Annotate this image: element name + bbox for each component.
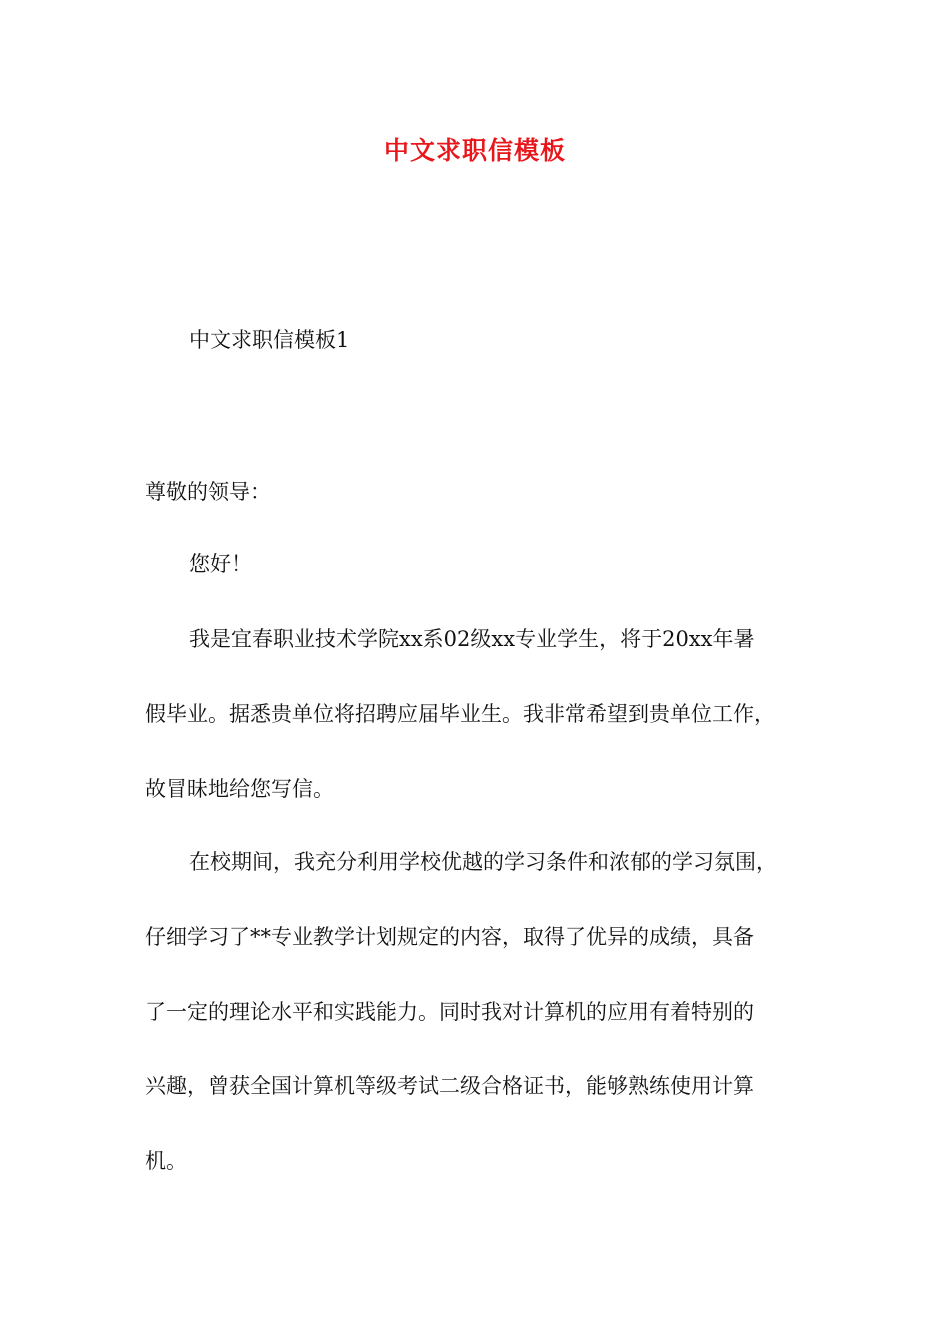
page-title: 中文求职信模板	[383, 136, 566, 165]
paragraph-2-line-3: 了一定的理论水平和实践能力。同时我对计算机的应用有着特别的	[145, 1000, 754, 1024]
paragraph-1-line-1: 我是宜春职业技术学院xx系02级xx专业学生，将于20xx年暑	[189, 627, 755, 651]
paragraph-1-line-2: 假毕业。据悉贵单位将招聘应届毕业生。我非常希望到贵单位工作，	[145, 702, 775, 726]
paragraph-1-line-3: 故冒昧地给您写信。	[145, 777, 334, 801]
salutation: 尊敬的领导：	[145, 480, 271, 504]
paragraph-2-line-1: 在校期间，我充分利用学校优越的学习条件和浓郁的学习氛围，	[189, 850, 777, 874]
greeting: 您好！	[189, 552, 252, 576]
paragraph-2-line-2: 仔细学习了**专业教学计划规定的内容，取得了优异的成绩，具备	[145, 925, 754, 949]
paragraph-2-line-5: 机。	[145, 1149, 187, 1173]
paragraph-2-line-4: 兴趣，曾获全国计算机等级考试二级合格证书，能够熟练使用计算	[145, 1074, 754, 1098]
subtitle: 中文求职信模板1	[189, 328, 350, 352]
